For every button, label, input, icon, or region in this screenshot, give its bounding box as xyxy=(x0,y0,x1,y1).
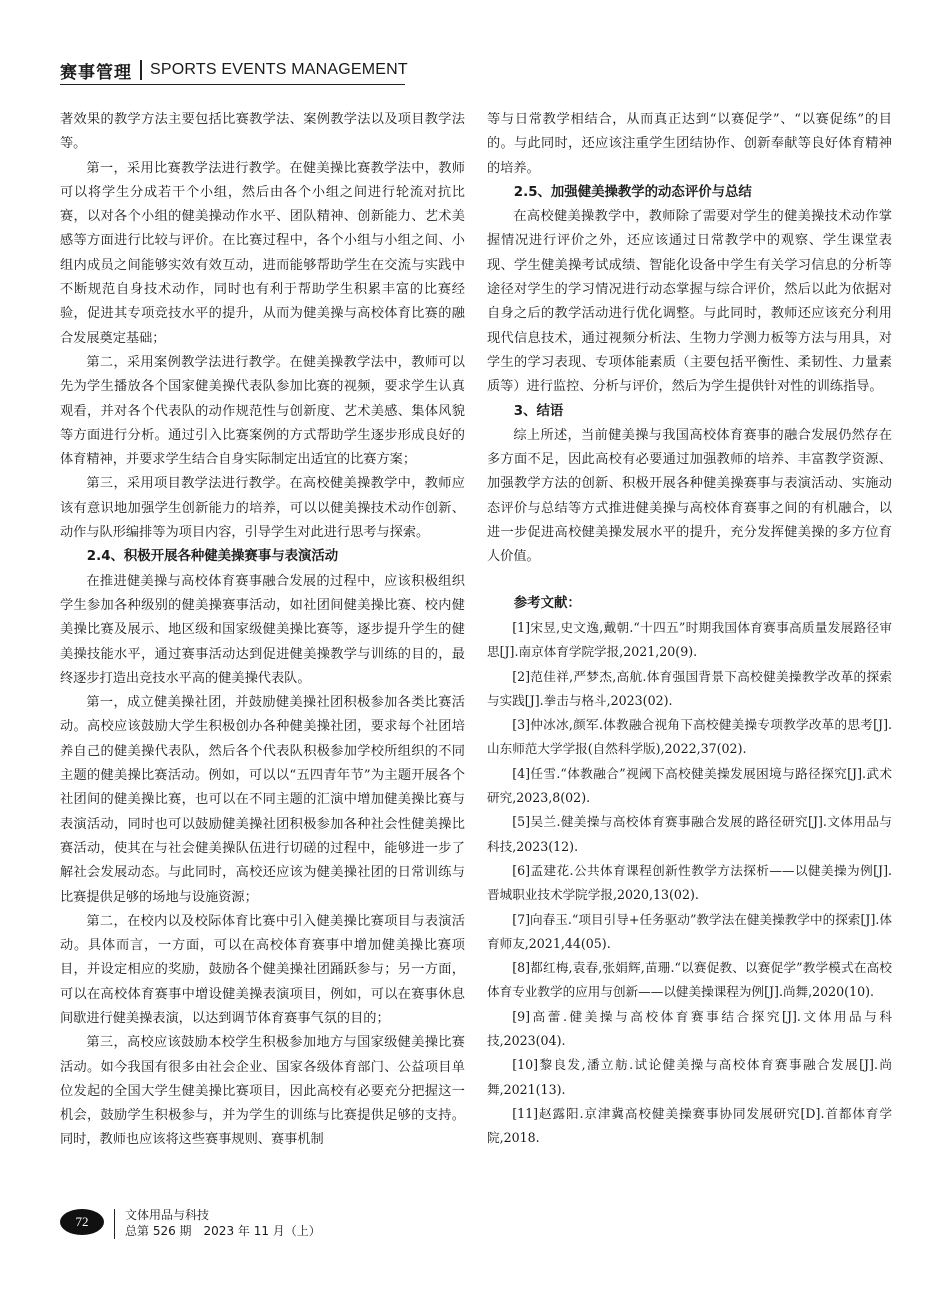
reference-item: [2]范佳祥,严梦杰,高航.体育强国背景下高校健美操教学改革的探索与实践[J].拳击与格斗,2023(02). xyxy=(487,668,892,708)
paragraph: 综上所述，当前健美操与我国高校体育赛事的融合发展仍然存在多方面不足，因此高校有必要通过加强教师的培养、丰富教学资源、加强教学方法的创新、积极开展各种健美操赛事与表演活动、实施动态评价与总结等方式推进健美操与高校体育赛事之间的有机融合，以进一步促进高校健美操发展水平的提升，充分发挥健美操的多方位育人价值。 xyxy=(487,427,892,565)
page-footer xyxy=(60,1207,321,1239)
reference-item: [6]孟建花.公共体育课程创新性教学方法探析——以健美操为例[J].晋城职业技术学院学报,2020,13(02). xyxy=(487,862,892,903)
reference-item: [3]仲冰冰,颜军.体教融合视角下高校健美操专项教学改革的思考[J].山东师范大学学报(自然科学版),2022,37(02). xyxy=(487,717,892,757)
paragraph: 在高校健美操教学中，教师除了需要对学生的健美操技术动作掌握情况进行评价之外，还应该通过日常教学中的观察、学生课堂表现、学生健美操考试成绩、智能化设备中学生有关学习信息的分析等途径对学生的学习情况进行动态掌握与综合评价，然后以此为依据对自身之后的教学活动进行优化调整。与此同时，教师还应该充分利用现代信息技术，通过视频分析法、生物力学测力板等方法与用具，对学生的学习表现、专项体能素质（主要包括平衡性、柔韧性、力量素质等）进行监控、分析与评价，然后为学生提供针对性的训练指导。 xyxy=(487,209,892,395)
references-title: 参考文献： xyxy=(513,595,581,611)
section-heading-3: 3、结语 xyxy=(513,403,564,419)
reference-item: [7]向春玉.“项目引导+任务驱动”教学法在健美操教学中的探索[J].体育师友,2021,44(05). xyxy=(487,911,892,951)
paragraph: 第一，成立健美操社团，并鼓励健美操社团积极参加各类比赛活动。高校应该鼓励大学生积极创办各种健美操社团，要求每个社团培养自己的健美操代表队，然后各个代表队积极参加学校所组织的不同主题的健美操比赛活动。例如，可以以“五四青年节”为主题开展各个社团间的健美操比赛，也可以在不同主题的汇演中增加健美操比赛与表演活动，同时也可以鼓励健美操社团积极参加各种社会性健美操比赛活动，使其在与社会健美操队伍进行切磋的过程中，能够进一步了解社会发展动态。与此同时，高校还应该为健美操社团的日常训练与比赛提供足够的场地与设施资源； xyxy=(60,695,465,905)
journal-info xyxy=(125,1207,321,1239)
left-column xyxy=(60,108,465,1153)
reference-item: [4]任雪.“体教融合”视阈下高校健美操发展困境与路径探究[J].武术研究,2023,8(02). xyxy=(487,765,892,806)
header-rule xyxy=(60,84,405,85)
paragraph: 第三，高校应该鼓励本校学生积极参加地方与国家级健美操比赛活动。如今我国有很多由社会企业、国家各级体育部门、公益项目单位发起的全国大学生健美操比赛项目，因此高校有必要充分把握这一机会，鼓励学生积极参与，并为学生的训练与比赛提供足够的支持。同时，教师也应该将这些赛事规则、赛事机制 xyxy=(60,1035,465,1148)
reference-item: [8]都红梅,袁春,张娟辉,苗珊.“以赛促教、以赛促学”教学模式在高校体育专业教学的应用与创新——以健美操课程为例[J].尚舞,2020(10). xyxy=(487,960,892,1000)
section-title-en: SPORTS EVENTS MANAGEMENT xyxy=(150,61,408,78)
header-divider xyxy=(140,60,142,80)
reference-item: [5]吴兰.健美操与高校体育赛事融合发展的路径研究[J].文体用品与科技,2023(12). xyxy=(487,814,892,854)
reference-list xyxy=(487,616,892,1151)
section-heading-2-5: 2.5、加强健美操教学的动态评价与总结 xyxy=(513,184,752,200)
footer-divider xyxy=(114,1209,115,1239)
paragraph: 等与日常教学相结合，从而真正达到“以赛促学”、“以赛促练”的目的。与此同时，还应该注重学生团结协作、创新奉献等良好体育精神的培养。 xyxy=(487,112,892,176)
paragraph: 在推进健美操与高校体育赛事融合发展的过程中，应该积极组织学生参加各种级别的健美操赛事活动，如社团间健美操比赛、校内健美操比赛及展示、地区级和国家级健美操比赛等，逐步提升学生的健美操技能水平，通过赛事活动达到促进健美操教学与训练的目的，最终逐步打造出竞技水平高的健美操代表队。 xyxy=(60,573,465,686)
running-header xyxy=(60,58,408,82)
section-heading-2-4: 2.4、积极开展各种健美操赛事与表演活动 xyxy=(86,549,339,565)
paragraph: 著效果的教学方法主要包括比赛教学法、案例教学法以及项目教学法等。 xyxy=(60,112,465,152)
reference-item: [9]高蕾.健美操与高校体育赛事结合探究[J].文体用品与科技,2023(04). xyxy=(487,1008,892,1048)
reference-item: [1]宋昱,史文逸,戴朝.“十四五”时期我国体育赛事高质量发展路径审思[J].南京体育学院学报,2021,20(9). xyxy=(487,619,892,660)
paragraph: 第二，采用案例教学法进行教学。在健美操教学法中，教师可以先为学生播放各个国家健美操代表队参加比赛的视频，要求学生认真观看，并对各个代表队的动作规范性与创新度、艺术美感、集体风貌等方面进行分析。通过引入比赛案例的方式帮助学生逐步形成良好的体育精神，并要求学生结合自身实际制定出适宜的比赛方案； xyxy=(60,354,465,468)
reference-item: [11]赵露阳.京津冀高校健美操赛事协同发展研究[D].首都体育学院,2018. xyxy=(487,1105,892,1146)
paragraph: 第一，采用比赛教学法进行教学。在健美操比赛教学法中，教师可以将学生分成若干个小组，然后由各个小组之间进行轮流对抗比赛，以对各个小组的健美操动作水平、团队精神、创新能力、艺术美感等方面进行比较与评价。在比赛过程中，各个小组与小组之间、小组内成员之间能够实效有效互动，进而能够帮助学生在交流与实践中不断规范自身技术动作，同时也有利于帮助学生积累丰富的比赛经验，促进其专项竞技水平的提升，从而为健美操与高校体育比赛的融合发展奠定基础； xyxy=(60,160,465,346)
page-number: 72 xyxy=(60,1209,104,1235)
paragraph: 第三，采用项目教学法进行教学。在高校健美操教学中，教师应该有意识地加强学生创新能力的培养，可以以健美操技术动作创新、动作与队形编排等为项目内容，引导学生对此进行思考与探索。 xyxy=(60,476,465,541)
section-title-cn: 赛事管理 xyxy=(60,62,132,83)
reference-item: [10]黎良发,潘立舫.试论健美操与高校体育赛事融合发展[J].尚舞,2021(13). xyxy=(487,1057,892,1097)
issue-info: 总第 526 期 2023 年 11 月（上） xyxy=(125,1224,321,1238)
right-column xyxy=(487,108,892,1150)
journal-name: 文体用品与科技 xyxy=(125,1208,210,1222)
paragraph: 第二，在校内以及校际体育比赛中引入健美操比赛项目与表演活动。具体而言，一方面，可以在高校体育赛事中增加健美操比赛项目，并设定相应的奖励，鼓励各个健美操社团踊跃参与；另一方面，可以在高校体育赛事中增设健美操表演项目，例如，可以在赛事休息间歇进行健美操表演，以达到调节体育赛事气氛的目的； xyxy=(60,913,465,1026)
